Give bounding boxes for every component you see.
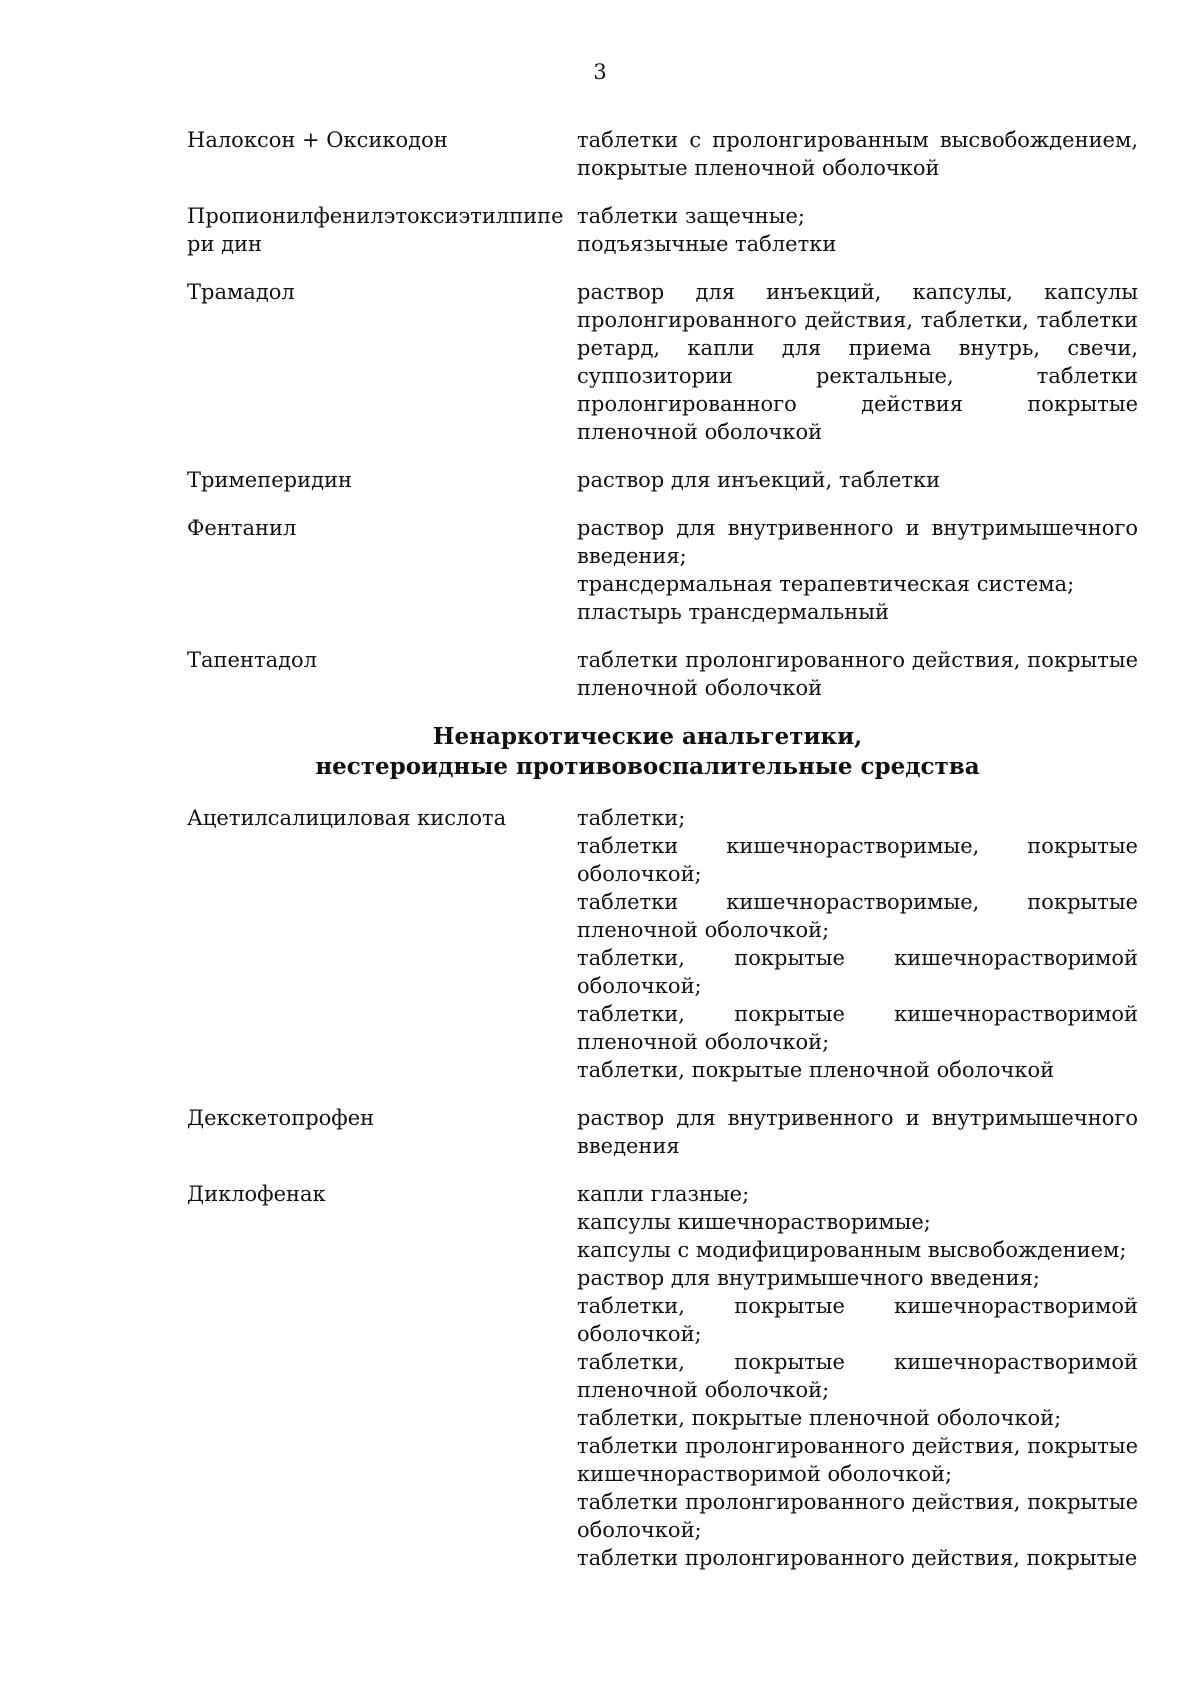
dosage-form: таблетки пролонгированного действия, покрытые пленочной оболочкой: [577, 648, 1138, 700]
dosage-form: таблетки защечные;: [577, 204, 805, 228]
drug-name: Ацетилсалициловая кислота: [187, 806, 507, 830]
dosage-form: пластырь трансдермальный: [577, 600, 889, 624]
dosage-form: раствор для инъекций, таблетки: [577, 468, 941, 492]
drug-name: Фентанил: [187, 516, 297, 540]
dosage-form: таблетки, покрытые пленочной оболочкой;: [577, 1406, 1062, 1430]
dosage-form: таблетки кишечнорастворимые, покрытые пленочной оболочкой;: [577, 890, 1138, 942]
drug-row: [187, 646, 1138, 702]
drug-name: Налоксон + Оксикодон: [187, 128, 448, 152]
drug-name: Диклофенак: [187, 1182, 326, 1206]
dosage-form: раствор для инъекций, капсулы, капсулы пролонгированного действия, таблетки, таблетки ретард, капли для приема внутрь, свечи, суппозитории ректальные, таблетки пролонгированного действия покрытые пленочной оболочкой: [577, 280, 1138, 444]
page-number: 3: [593, 60, 607, 84]
dosage-form: капсулы кишечнорастворимые;: [577, 1210, 931, 1234]
dosage-form: таблетки, покрытые кишечнорастворимой оболочкой;: [577, 1294, 1138, 1346]
dosage-form: таблетки, покрытые пленочной оболочкой: [577, 1058, 1055, 1082]
drug-row: [187, 278, 1138, 446]
dosage-form: таблетки пролонгированного действия, покрытые: [577, 1546, 1138, 1570]
drug-name: Тапентадол: [187, 648, 317, 672]
dosage-form: раствор для внутривенного и внутримышечного введения;: [577, 516, 1138, 568]
drug-forms: [577, 126, 1138, 182]
section-heading-line: Ненаркотические анальгетики,: [432, 723, 863, 750]
drug-forms: [577, 466, 1138, 494]
dosage-form: капсулы с модифицированным высвобождением;: [577, 1238, 1127, 1262]
dosage-form: таблетки с пролонгированным высвобождением, покрытые пленочной оболочкой: [577, 128, 1138, 180]
dosage-form: раствор для внутривенного и внутримышечного введения: [577, 1106, 1138, 1158]
drug-forms: [577, 202, 1138, 258]
drug-row: [187, 514, 1138, 626]
dosage-form: подъязычные таблетки: [577, 232, 837, 256]
section-heading: [157, 722, 1138, 782]
dosage-form: таблетки, покрытые кишечнорастворимой оболочкой;: [577, 946, 1138, 998]
dosage-form: трансдермальная терапевтическая система;: [577, 572, 1075, 596]
dosage-form: раствор для внутримышечного введения;: [577, 1266, 1040, 1290]
dosage-form: таблетки, покрытые кишечнорастворимой пленочной оболочкой;: [577, 1350, 1138, 1402]
drug-forms: [577, 646, 1138, 702]
drug-forms: [577, 804, 1138, 1084]
dosage-form: таблетки пролонгированного действия, покрытые кишечнорастворимой оболочкой;: [577, 1434, 1138, 1486]
drug-row: [187, 466, 1138, 494]
drug-name: Тримеперидин: [187, 468, 352, 492]
drug-row: [187, 1180, 1138, 1572]
drug-forms: [577, 1104, 1138, 1160]
dosage-form: таблетки пролонгированного действия, покрытые оболочкой;: [577, 1490, 1138, 1542]
document-body: [187, 126, 1138, 1592]
drug-row: [187, 804, 1138, 1084]
drug-name: Трамадол: [187, 280, 295, 304]
dosage-form: капли глазные;: [577, 1182, 750, 1206]
drug-row: [187, 202, 1138, 258]
drug-name: Декскетопрофен: [187, 1106, 375, 1130]
section-heading-line: нестероидные противовоспалительные средства: [315, 753, 980, 780]
dosage-form: таблетки кишечнорастворимые, покрытые оболочкой;: [577, 834, 1138, 886]
drug-forms: [577, 1180, 1138, 1572]
drug-forms: [577, 514, 1138, 626]
drug-row: [187, 126, 1138, 182]
dosage-form: таблетки;: [577, 806, 686, 830]
drug-row: [187, 1104, 1138, 1160]
drug-forms: [577, 278, 1138, 446]
dosage-form: таблетки, покрытые кишечнорастворимой пленочной оболочкой;: [577, 1002, 1138, 1054]
drug-name: Пропионилфенилэтоксиэтилпипери дин: [187, 204, 564, 256]
